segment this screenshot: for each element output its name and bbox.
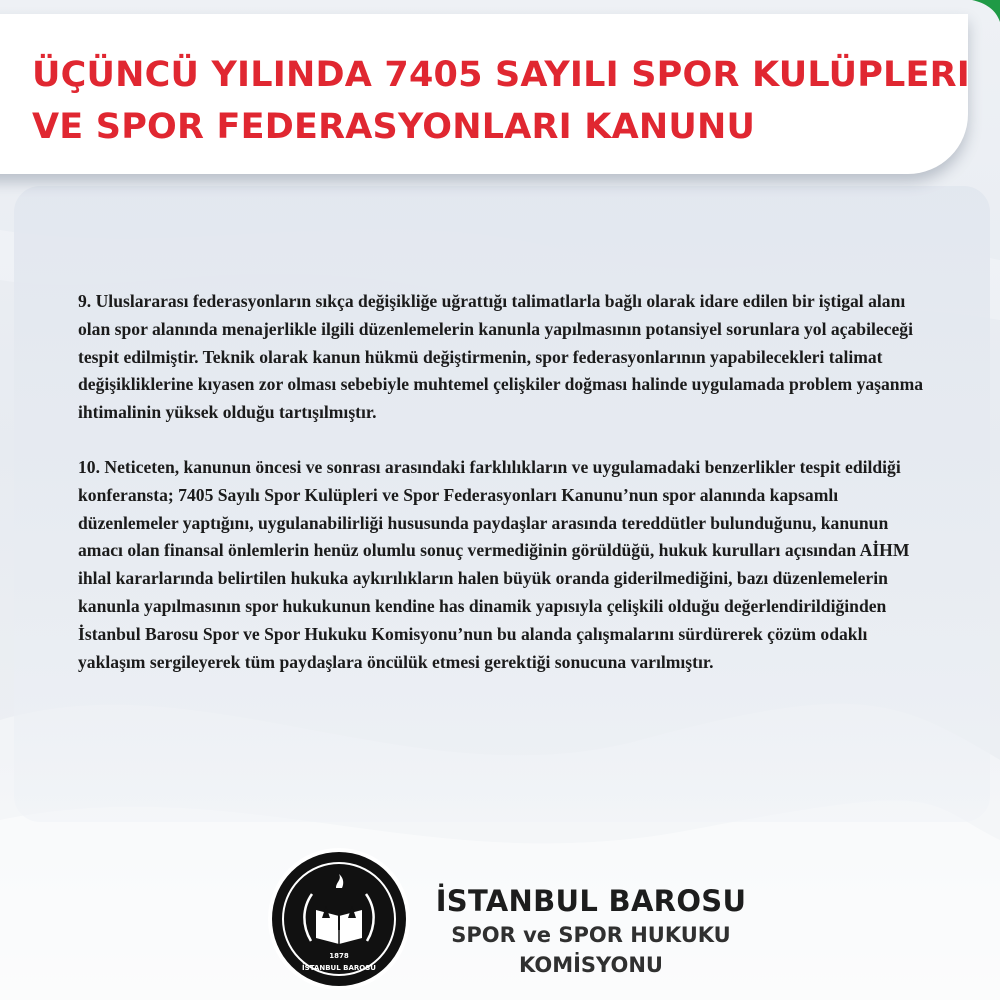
paragraph-9: 9. Uluslararası federasyonların sıkça değişikliğe uğrattığı talimatlarla bağlı olarak idare edilen bir iştigal alanı olan spor alanında menajerlikle ilgili düzenlemelerin kanunla yapılmasının potansiyel sorunlara yol açabileceği tespit edilmiştir. Teknik olarak kanun hükmü değiştirmenin, spor federasyonlarının yapabilecekleri talimat değişikliklerine kıyasen zor olması sebebiyle muhtemel çelişkiler doğması halinde uygulamada problem yaşanma ihtimalinin yüksek olduğu tartışılmıştır. bbox=[78, 291, 924, 423]
page-title bbox=[32, 49, 972, 153]
bar-association-seal-icon bbox=[266, 846, 412, 992]
title-line-1: ÜÇÜNCÜ YILINDA 7405 SAYILI SPOR KULÜPLERI bbox=[32, 55, 971, 95]
organization-block bbox=[426, 882, 756, 980]
seal-year: 1878 bbox=[329, 952, 349, 960]
seal-name: İSTANBUL BAROSU bbox=[302, 964, 376, 972]
organization-name: İSTANBUL BAROSU bbox=[435, 884, 747, 918]
committee-line-1: SPOR ve SPOR HUKUKU bbox=[451, 923, 731, 947]
paragraph-10: 10. Neticeten, kanunun öncesi ve sonrası arasındaki farklılıkların ve uygulamadaki benzerlikler tespit edildiği konferansta; 7405 Sayılı Spor Kulüpleri ve Spor Federasyonları Kanunu’nun spor alanında kapsamlı düzenlemeler yaptığını, uygulanabilirliği hususunda paydaşlar arasında tereddütler bulunduğunu, kanunun amacı olan finansal önlemlerin henüz olumlu sonuç vermediğinin görüldüğü, hukuk kurulları açısından AİHM ihlal kararlarında belirtilen hukuka aykırılıkların halen büyük oranda giderilmediğini, bazı düzenlemelerin kanunla yapılmasının spor hukukunun kendine has dinamik yapısıyla çelişkili olduğu değerlendirildiğinden İstanbul Barosu Spor ve Spor Hukuku Komisyonu’nun bu alanda çalışmalarını sürdürerek çözüm odaklı yaklaşım sergileyerek tüm paydaşlara öncülük etmesi gerektiği sonucuna varılmıştır. bbox=[78, 456, 910, 672]
committee-line-2: KOMİSYONU bbox=[519, 953, 663, 977]
title-line-2: VE SPOR FEDERASYONLARI KANUNU bbox=[32, 107, 756, 147]
green-corner-accent bbox=[972, 0, 1000, 22]
body-text bbox=[78, 288, 928, 703]
